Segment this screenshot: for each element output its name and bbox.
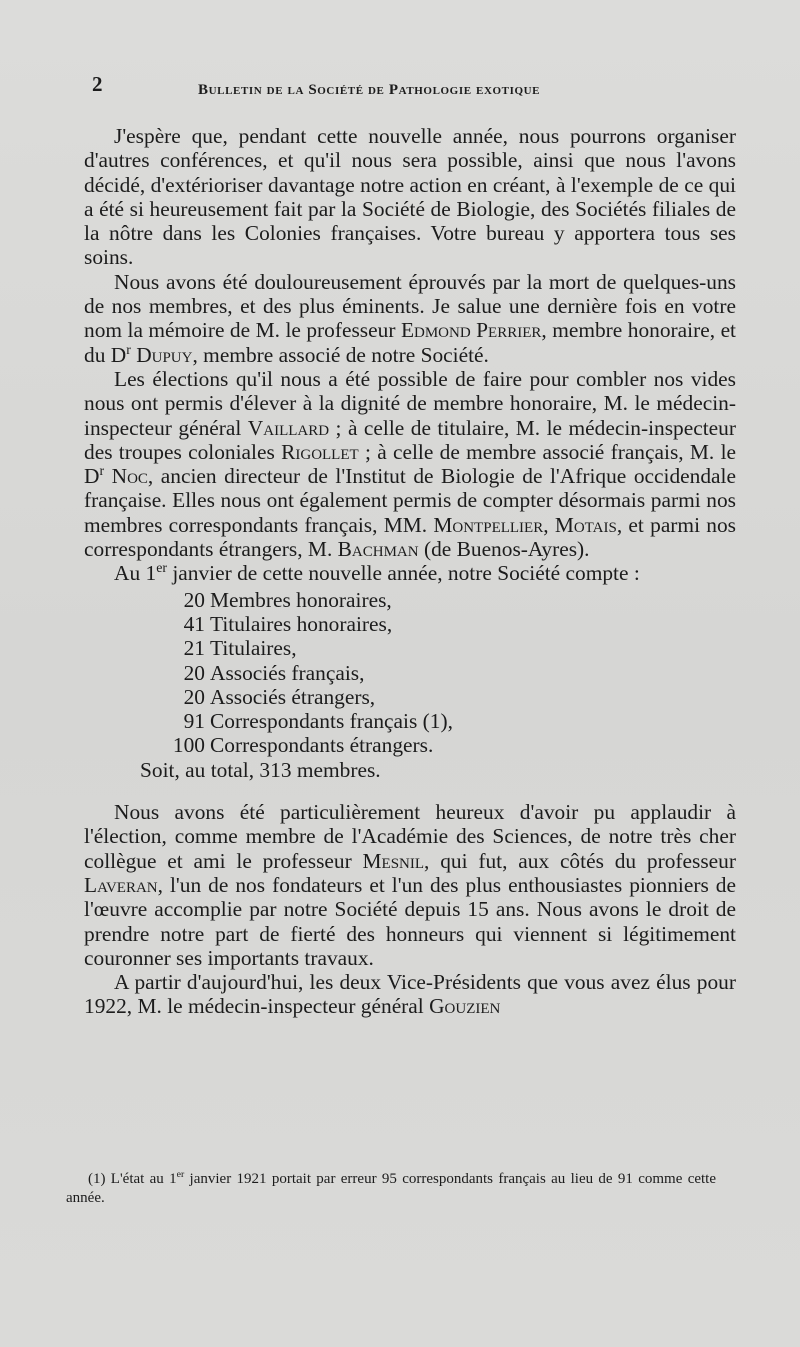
person-name: Rigollet [281, 439, 359, 464]
person-name: Edmond Perrier [400, 318, 542, 343]
person-name: Bachman [337, 537, 419, 562]
member-count: 21 [183, 636, 205, 661]
member-count: 20 [183, 660, 205, 685]
list-item [84, 612, 736, 636]
page-number: 2 [92, 72, 103, 96]
footnote: (1) L'état au 1er janvier 1921 portait par erreur 95 correspondants français au lieu de 91 comme cette année. [66, 1169, 717, 1206]
membership-total: Soit, au total, 313 membres. [140, 757, 381, 782]
member-category: Titulaires, [210, 636, 297, 661]
member-category: Membres honoraires, [210, 587, 392, 612]
person-name: Gouzien [429, 994, 501, 1019]
member-count: 20 [183, 684, 205, 709]
member-count: 41 [183, 611, 205, 636]
member-count: 100 [172, 733, 205, 758]
member-category: Associés étrangers, [210, 684, 376, 709]
member-category: Correspondants étrangers. [210, 733, 434, 758]
list-item [84, 636, 736, 660]
person-name: Laveran [84, 872, 158, 897]
membership-list [84, 588, 736, 758]
list-item [84, 588, 736, 612]
running-title: Bulletin de la Société de Pathologie exotique [198, 82, 541, 98]
list-item [84, 733, 736, 757]
member-category: Correspondants français (1), [210, 709, 453, 734]
member-category: Titulaires honoraires, [210, 611, 393, 636]
person-name: Mesnil [362, 848, 425, 873]
paragraph-conferences: J'espère que, pendant cette nouvelle année, nous pourrons organiser d'autres conférences, et qu'il nous sera possible, ainsi que nous l'avons décidé, d'extérioriser davantage notre action en créant, à l'exemple de ce qui a été si heureusement fait par la Société de Biologie, des Sociétés filiales de la nôtre dans les Colonies françaises. Votre bureau y apportera tous ses soins. [84, 124, 736, 270]
list-item [84, 709, 736, 733]
person-name: Vaillard [247, 415, 330, 440]
paragraph-vice-presidents: A partir d'aujourd'hui, les deux Vice-Présidents que vous avez élus pour 1922, M. le médecin-inspecteur général Gouzien [84, 970, 736, 1019]
member-count: 20 [183, 587, 205, 612]
paragraph-obituary: Nous avons été douloureusement éprouvés par la mort de quelques-uns de nos membres, et des plus éminents. Je salue une dernière fois en votre nom la mémoire de M. le professeur Edmond Perrier, membre honoraire, et du $D^r$ Dupuy, membre associé de notre Société. [84, 269, 737, 367]
paragraph-membership-intro: Au 1er janvier de cette nouvelle année, notre Société compte : [114, 561, 640, 586]
paragraph-academy: Nous avons été particulièrement heureux d'avoir pu applaudir à l'élection, comme membre de l'Académie des Sciences, de notre très cher collègue et ami le professeur Mesnil, qui fut, aux côtés du professeur Laveran, l'un de nos fondateurs et l'un des plus enthousiastes pionniers de l'œuvre accomplie par notre Société depuis 15 ans. Nous avons le droit de prendre notre part de fierté des honneurs qui viennent si légitimement couronner ses importants travaux. [84, 800, 736, 970]
person-name: Montpellier [433, 512, 544, 537]
body-text [84, 124, 736, 1019]
list-item [84, 661, 736, 685]
person-name: Noc [111, 464, 148, 489]
member-count: 91 [183, 709, 205, 734]
list-item [84, 685, 736, 709]
paragraph-elections: Les élections qu'il nous a été possible de faire pour combler nos vides nous ont permis d'élever à la dignité de membre honoraire, M. le médecin-inspecteur général Vaillard ; à celle de titulaire, M. le médecin-inspecteur des troupes coloniales Rigollet ; à celle de membre associé français, M. le $D^r$ Noc, ancien directeur de l'Institut de Biologie de l'Afrique occidendale française. Elles nous ont également permis de compter désormais parmi nos membres correspondants français, MM. Montpellier, Motais, et parmi nos correspondants étrangers, M. Bachman (de Buenos-Ayres). [84, 366, 737, 562]
person-name: Motais [554, 512, 617, 537]
person-name: Dupuy [136, 342, 193, 367]
member-category: Associés français, [210, 660, 365, 685]
